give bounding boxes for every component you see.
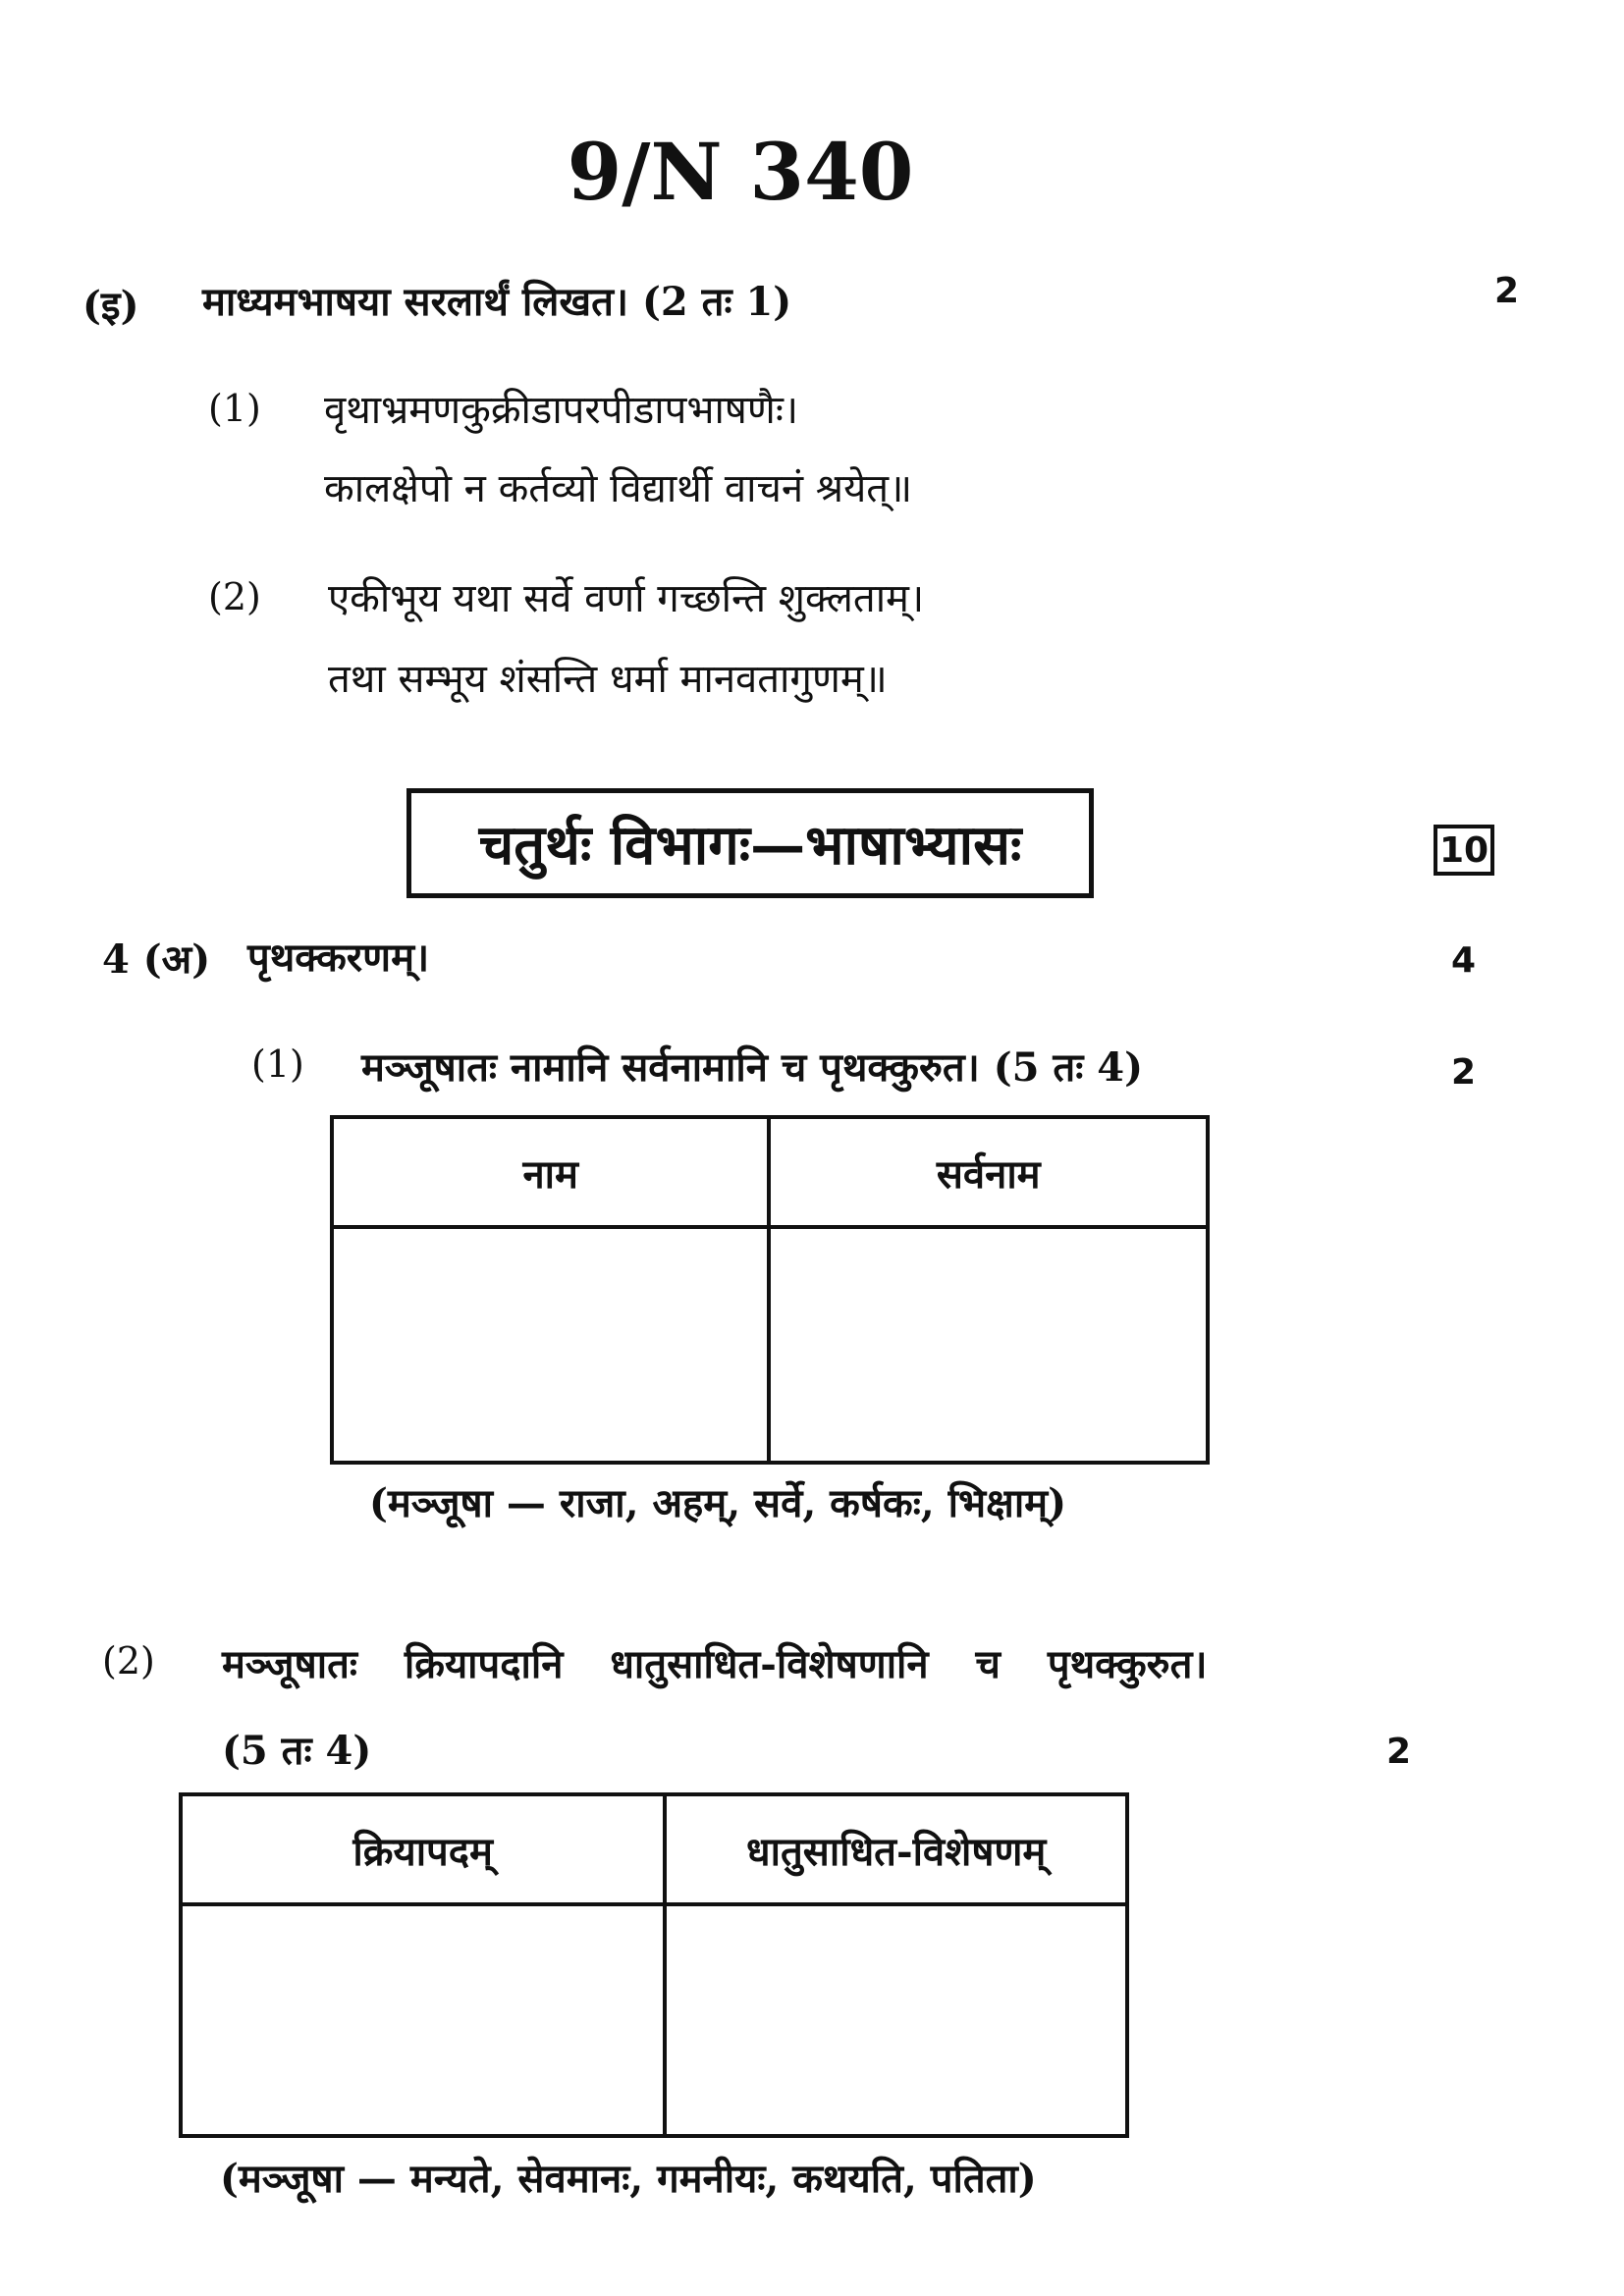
section-title: चतुर्थः विभागः—भाषाभ्यासः <box>478 813 1022 878</box>
subquestion-2-instruction-cont: (5 तः 4) <box>222 1728 372 1774</box>
section-heading <box>406 788 1094 898</box>
question-4a-marks: 4 <box>1451 940 1477 981</box>
pronoun-answer-cell[interactable] <box>769 1227 1208 1463</box>
noun-pronoun-table <box>330 1115 1210 1465</box>
header-noun: नाम <box>332 1117 769 1227</box>
subquestion-1-instruction: मञ्जूषातः नामानि सर्वनामानि च पृथक्कुरुत। (5 तः 4) <box>361 1044 1143 1091</box>
question-label-e: (इ) <box>82 283 139 329</box>
verb-answer-cell[interactable] <box>181 1904 665 2136</box>
question-4a-title: पृथक्करणम्। <box>247 934 430 981</box>
header-participle: धातुसाधित-विशेषणम् <box>665 1794 1127 1904</box>
question-4a-label: 4 (अ) <box>102 936 211 983</box>
subquestion-1-number: (1) <box>251 1042 304 1086</box>
subquestion-1-marks: 2 <box>1451 1052 1477 1093</box>
verse-number-2: (2) <box>208 575 261 618</box>
subquestion-2-instruction: मञ्जूषातः क्रियापदानि धातुसाधित-विशेषणानि च पृथक्कुरुत। <box>222 1641 1208 1687</box>
verb-participle-table <box>179 1792 1129 2138</box>
noun-answer-cell[interactable] <box>332 1227 769 1463</box>
section-marks-box <box>1434 825 1494 876</box>
participle-answer-cell[interactable] <box>665 1904 1127 2136</box>
question-marks-e: 2 <box>1494 271 1520 311</box>
question-instruction-e: माध्यमभाषया सरलार्थं लिखत। (2 तः 1) <box>202 279 792 325</box>
word-box-2: (मञ्जूषा — मन्यते, सेवमानः, गमनीयः, कथयति, पतिता) <box>220 2156 1037 2202</box>
verse-2-line-1: एकीभूय यथा सर्वे वर्णा गच्छन्ति शुक्लताम्। <box>328 576 925 621</box>
subquestion-2-marks: 2 <box>1386 1732 1412 1772</box>
verse-1-line-1: वृथाभ्रमणकुक्रीडापरपीडापभाषणैः। <box>324 388 799 433</box>
page-code: 9/N 340 <box>567 126 914 218</box>
verse-number-1: (1) <box>208 387 261 430</box>
verse-2-line-2: तथा सम्भूय शंसन्ति धर्मा मानवतागुणम्॥ <box>328 657 888 702</box>
header-verb: क्रियापदम् <box>181 1794 665 1904</box>
header-pronoun: सर्वनाम <box>769 1117 1208 1227</box>
subquestion-2-number: (2) <box>102 1639 155 1682</box>
verse-1-line-2: कालक्षेपो न कर्तव्यो विद्यार्थी वाचनं श्रयेत्॥ <box>324 466 913 511</box>
word-box-1: (मञ्जूषा — राजा, अहम्, सर्वे, कर्षकः, भिक्षाम्) <box>369 1480 1067 1526</box>
section-marks: 10 <box>1438 829 1489 871</box>
